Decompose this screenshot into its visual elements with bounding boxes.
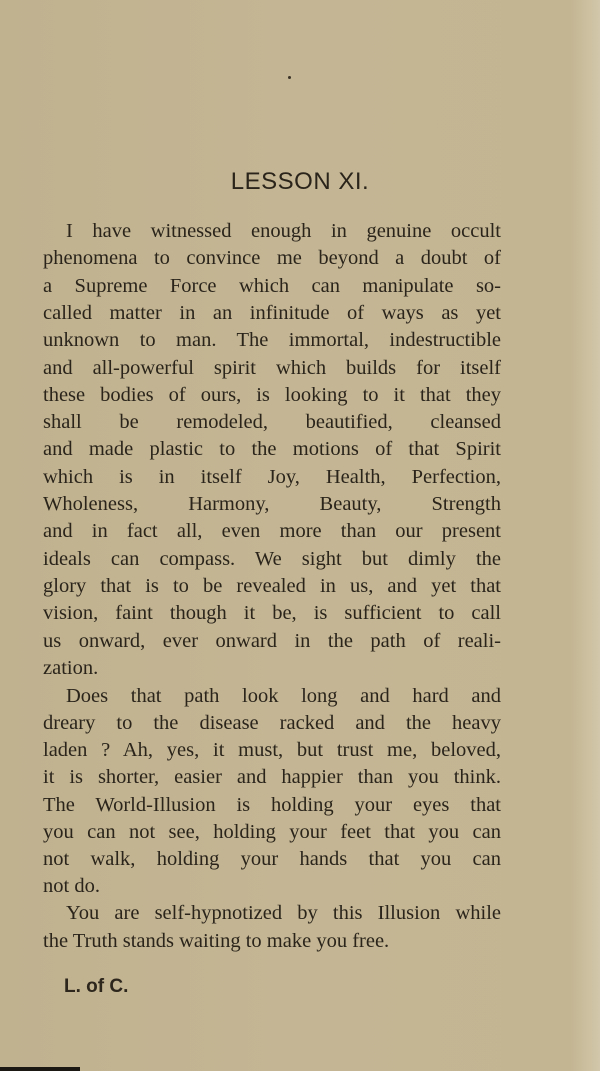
text-line: and all-powerful spirit which builds for itself: [43, 356, 501, 379]
text-line: laden ? Ah, yes, it must, but trust me, beloved,: [43, 739, 501, 762]
text-line: called matter in an infinitude of ways as yet: [43, 301, 501, 324]
text-line: a Supreme Force which can manipulate so-: [43, 274, 501, 297]
text-line: vision, faint though it be, is sufficient to call: [43, 602, 501, 625]
text-line: Wholeness, Harmony, Beauty, Strength: [43, 493, 501, 515]
text-line: the Truth stands waiting to make you free.: [43, 930, 390, 952]
text-line: not do.: [43, 875, 100, 898]
text-line: phenomena to convince me beyond a doubt of: [43, 247, 501, 270]
text-line: I have witnessed enough in genuine occult: [66, 220, 501, 242]
text-line: and made plastic to the motions of that Spirit: [43, 438, 501, 461]
scan-edge: [0, 1067, 80, 1071]
text-line: you can not see, holding your feet that you can: [43, 820, 501, 843]
text-line: and in fact all, even more than our present: [43, 520, 501, 543]
text-line: unknown to man. The immortal, indestructible: [43, 329, 501, 352]
text-line: us onward, ever onward in the path of reali-: [43, 629, 501, 652]
library-stamp: L. of C.: [64, 976, 129, 997]
text-line: ideals can compass. We sight but dimly the: [43, 547, 501, 570]
text-line: which is in itself Joy, Health, Perfection,: [43, 465, 501, 488]
ink-speck: [288, 76, 291, 79]
text-line: dreary to the disease racked and the heavy: [43, 712, 501, 735]
text-line: You are self-hypnotized by this Illusion while: [66, 902, 501, 924]
text-line: not walk, holding your hands that you can: [43, 847, 501, 870]
text-line: these bodies of ours, is looking to it that they: [43, 383, 501, 406]
text-line: shall be remodeled, beautified, cleansed: [43, 411, 501, 434]
text-line: glory that is to be revealed in us, and yet that: [43, 574, 501, 597]
text-line: it is shorter, easier and happier than you think.: [43, 766, 501, 789]
text-line: The World-Illusion is holding your eyes that: [43, 793, 501, 816]
text-line: Does that path look long and hard and: [66, 685, 501, 707]
text-line: zation.: [43, 656, 99, 679]
lesson-heading: LESSON XI.: [230, 168, 370, 195]
